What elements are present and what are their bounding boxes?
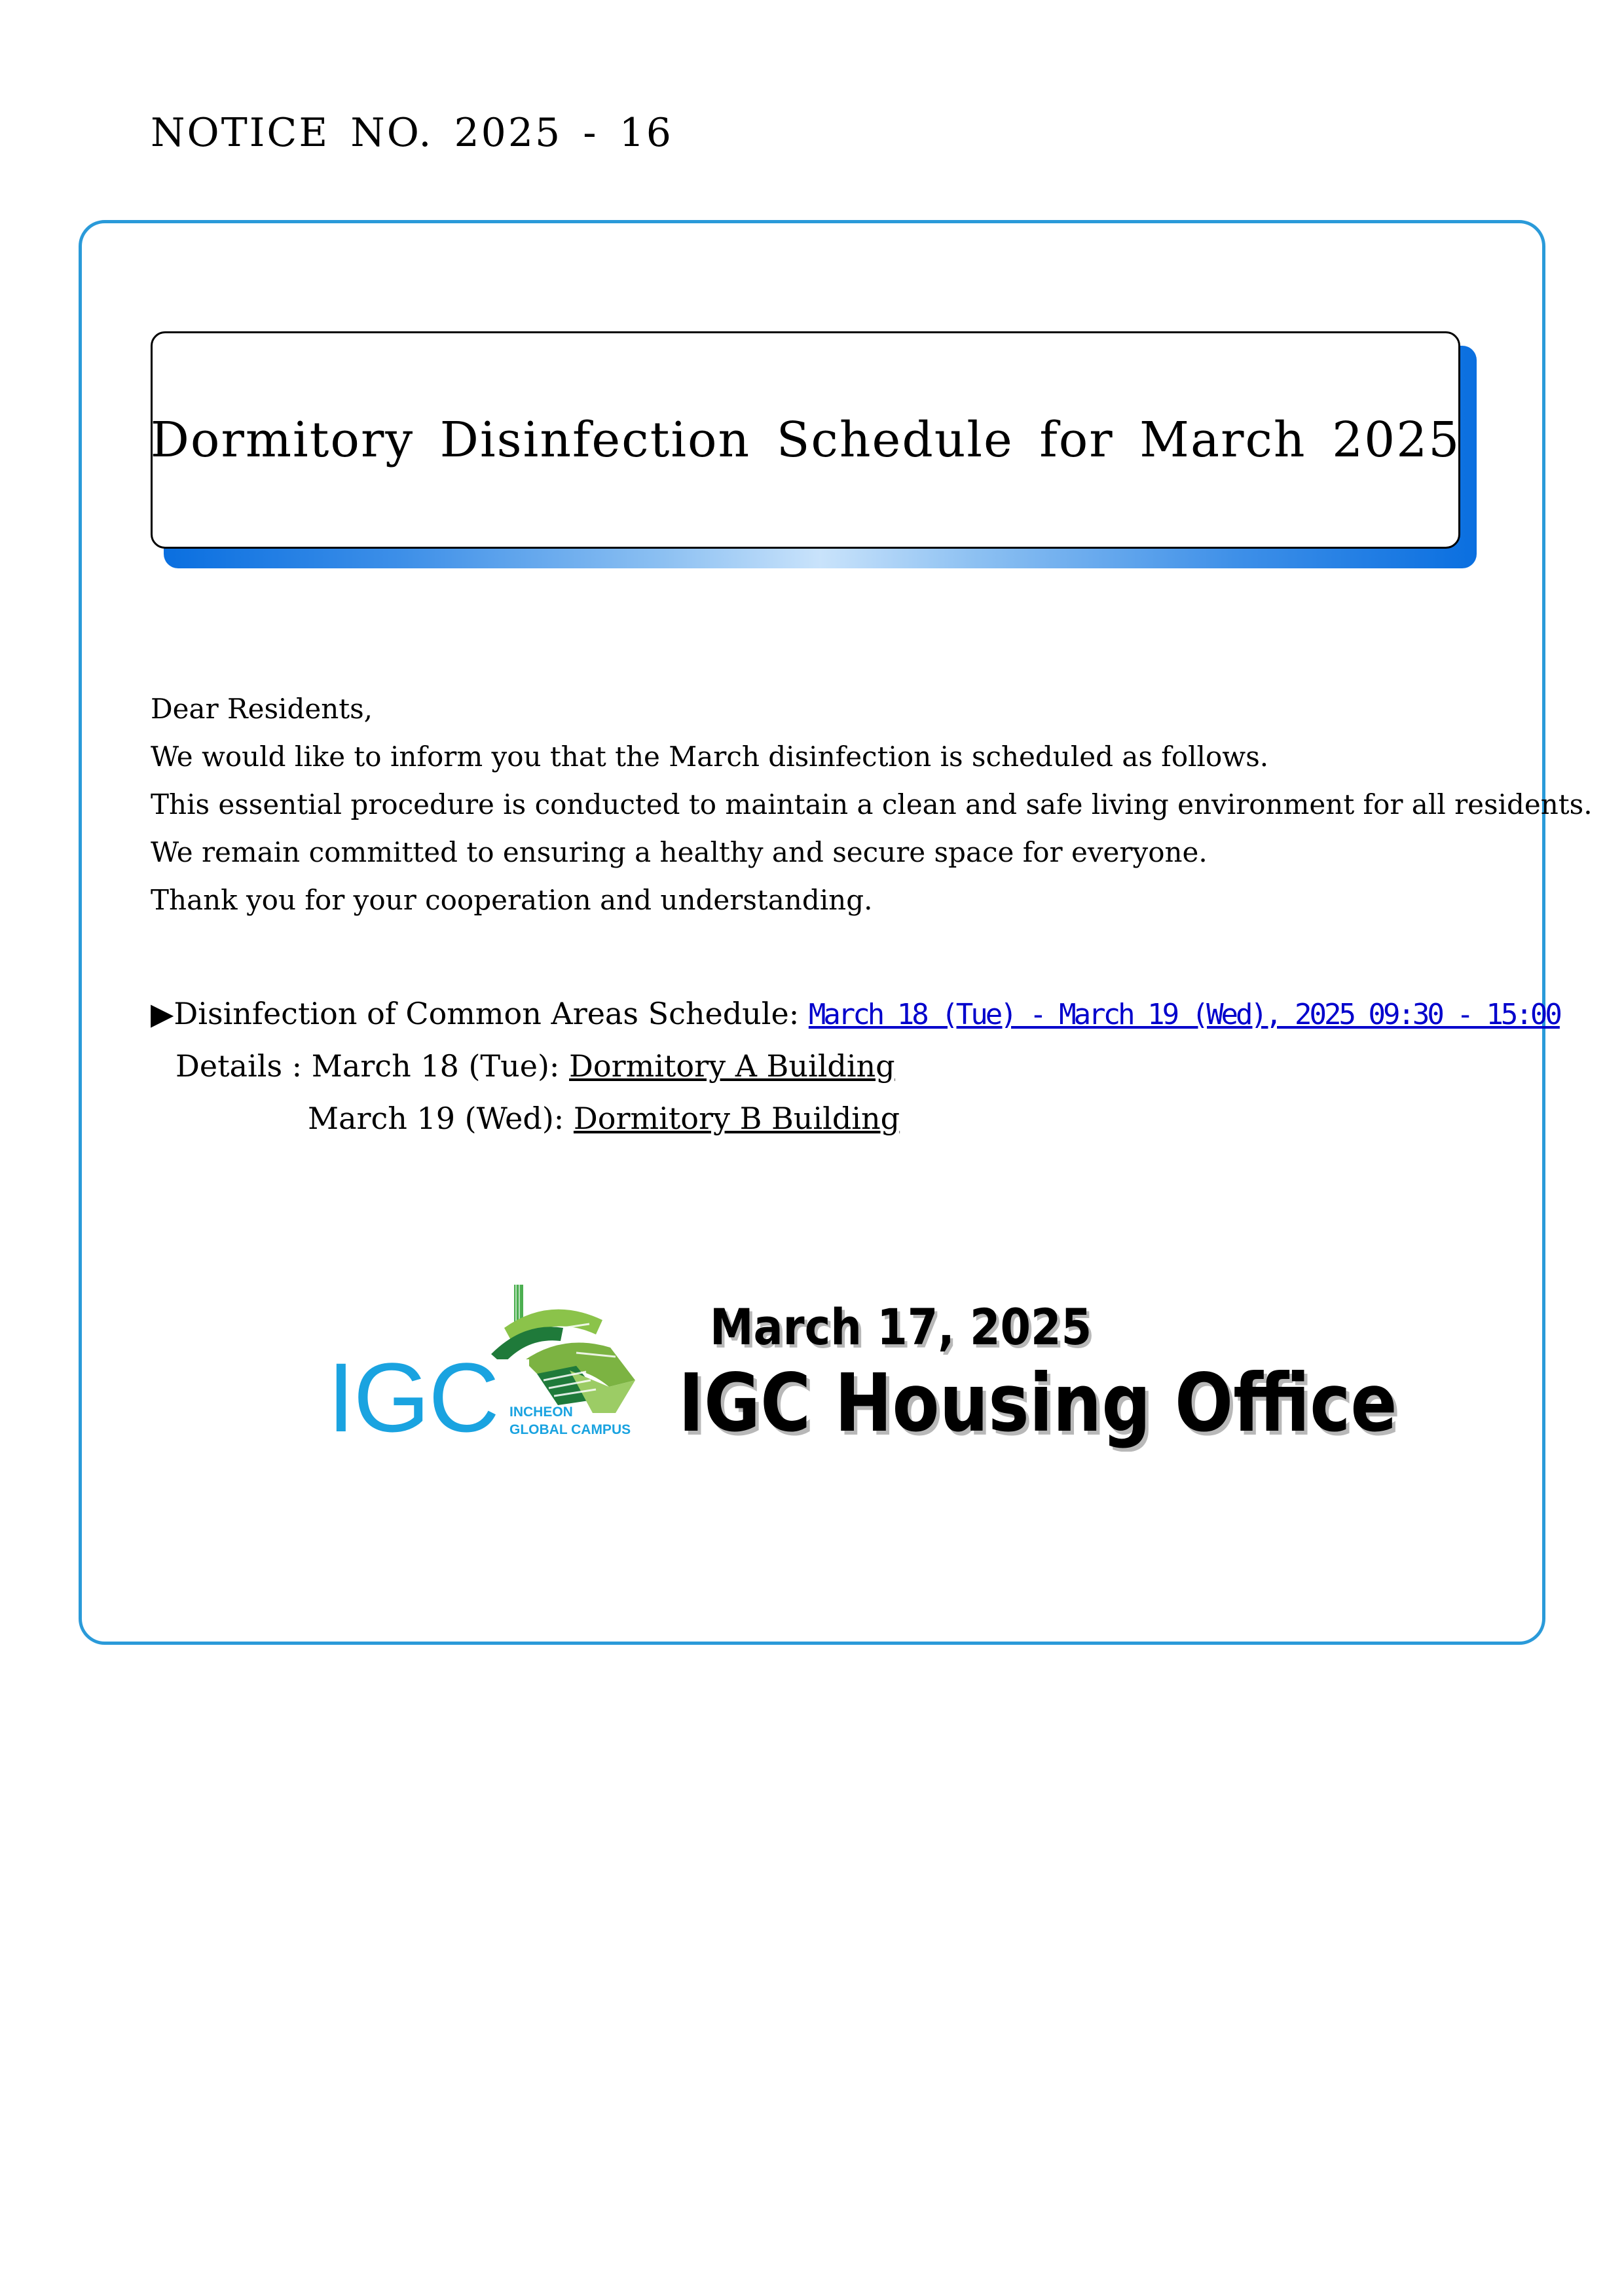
letter-line: We would like to inform you that the March disinfection is scheduled as follows. (151, 741, 1269, 773)
campus-building-icon (491, 1285, 635, 1413)
schedule-label: Disinfection of Common Areas Schedule: (174, 996, 809, 1031)
detail-building: Dormitory A Building (569, 1048, 895, 1084)
detail-date: March 18 (Tue): (311, 1048, 570, 1084)
schedule-summary-row (151, 987, 1560, 1040)
schedule-section (151, 987, 1560, 1145)
logo-mark: IGC (327, 1342, 498, 1446)
page-title: Dormitory Disinfection Schedule for March 2025 (150, 412, 1461, 468)
detail-building: Dormitory B Building (573, 1101, 900, 1136)
title-box (151, 331, 1460, 549)
notice-number: NOTICE NO. 2025 - 16 (151, 110, 673, 156)
bullet-triangle-icon: ▶ (151, 996, 174, 1031)
letter-line: This essential procedure is conducted to maintain a clean and safe living environment for all residents. (151, 788, 1593, 820)
detail-date: March 19 (Wed): (308, 1101, 574, 1136)
signature-date: March 17, 2025 (710, 1298, 1092, 1356)
letter-greeting: Dear Residents, (151, 693, 373, 725)
letter-line: We remain committed to ensuring a healthy and secure space for everyone. (151, 836, 1208, 868)
details-label: Details : (175, 1048, 312, 1084)
igc-logo (327, 1282, 668, 1446)
schedule-detail-row (151, 1092, 1560, 1145)
letter-body (151, 685, 1593, 924)
logo-line2: GLOBAL CAMPUS (509, 1422, 631, 1437)
schedule-detail-row (151, 1040, 1560, 1092)
logo-line1: INCHEON (509, 1405, 573, 1420)
signature-office: IGC Housing Office (678, 1357, 1397, 1450)
letter-line: Thank you for your cooperation and understanding. (151, 884, 873, 916)
schedule-period-link[interactable]: March 18 (Tue) - March 19 (Wed), 2025 09:30 - 15:00 (808, 998, 1560, 1031)
